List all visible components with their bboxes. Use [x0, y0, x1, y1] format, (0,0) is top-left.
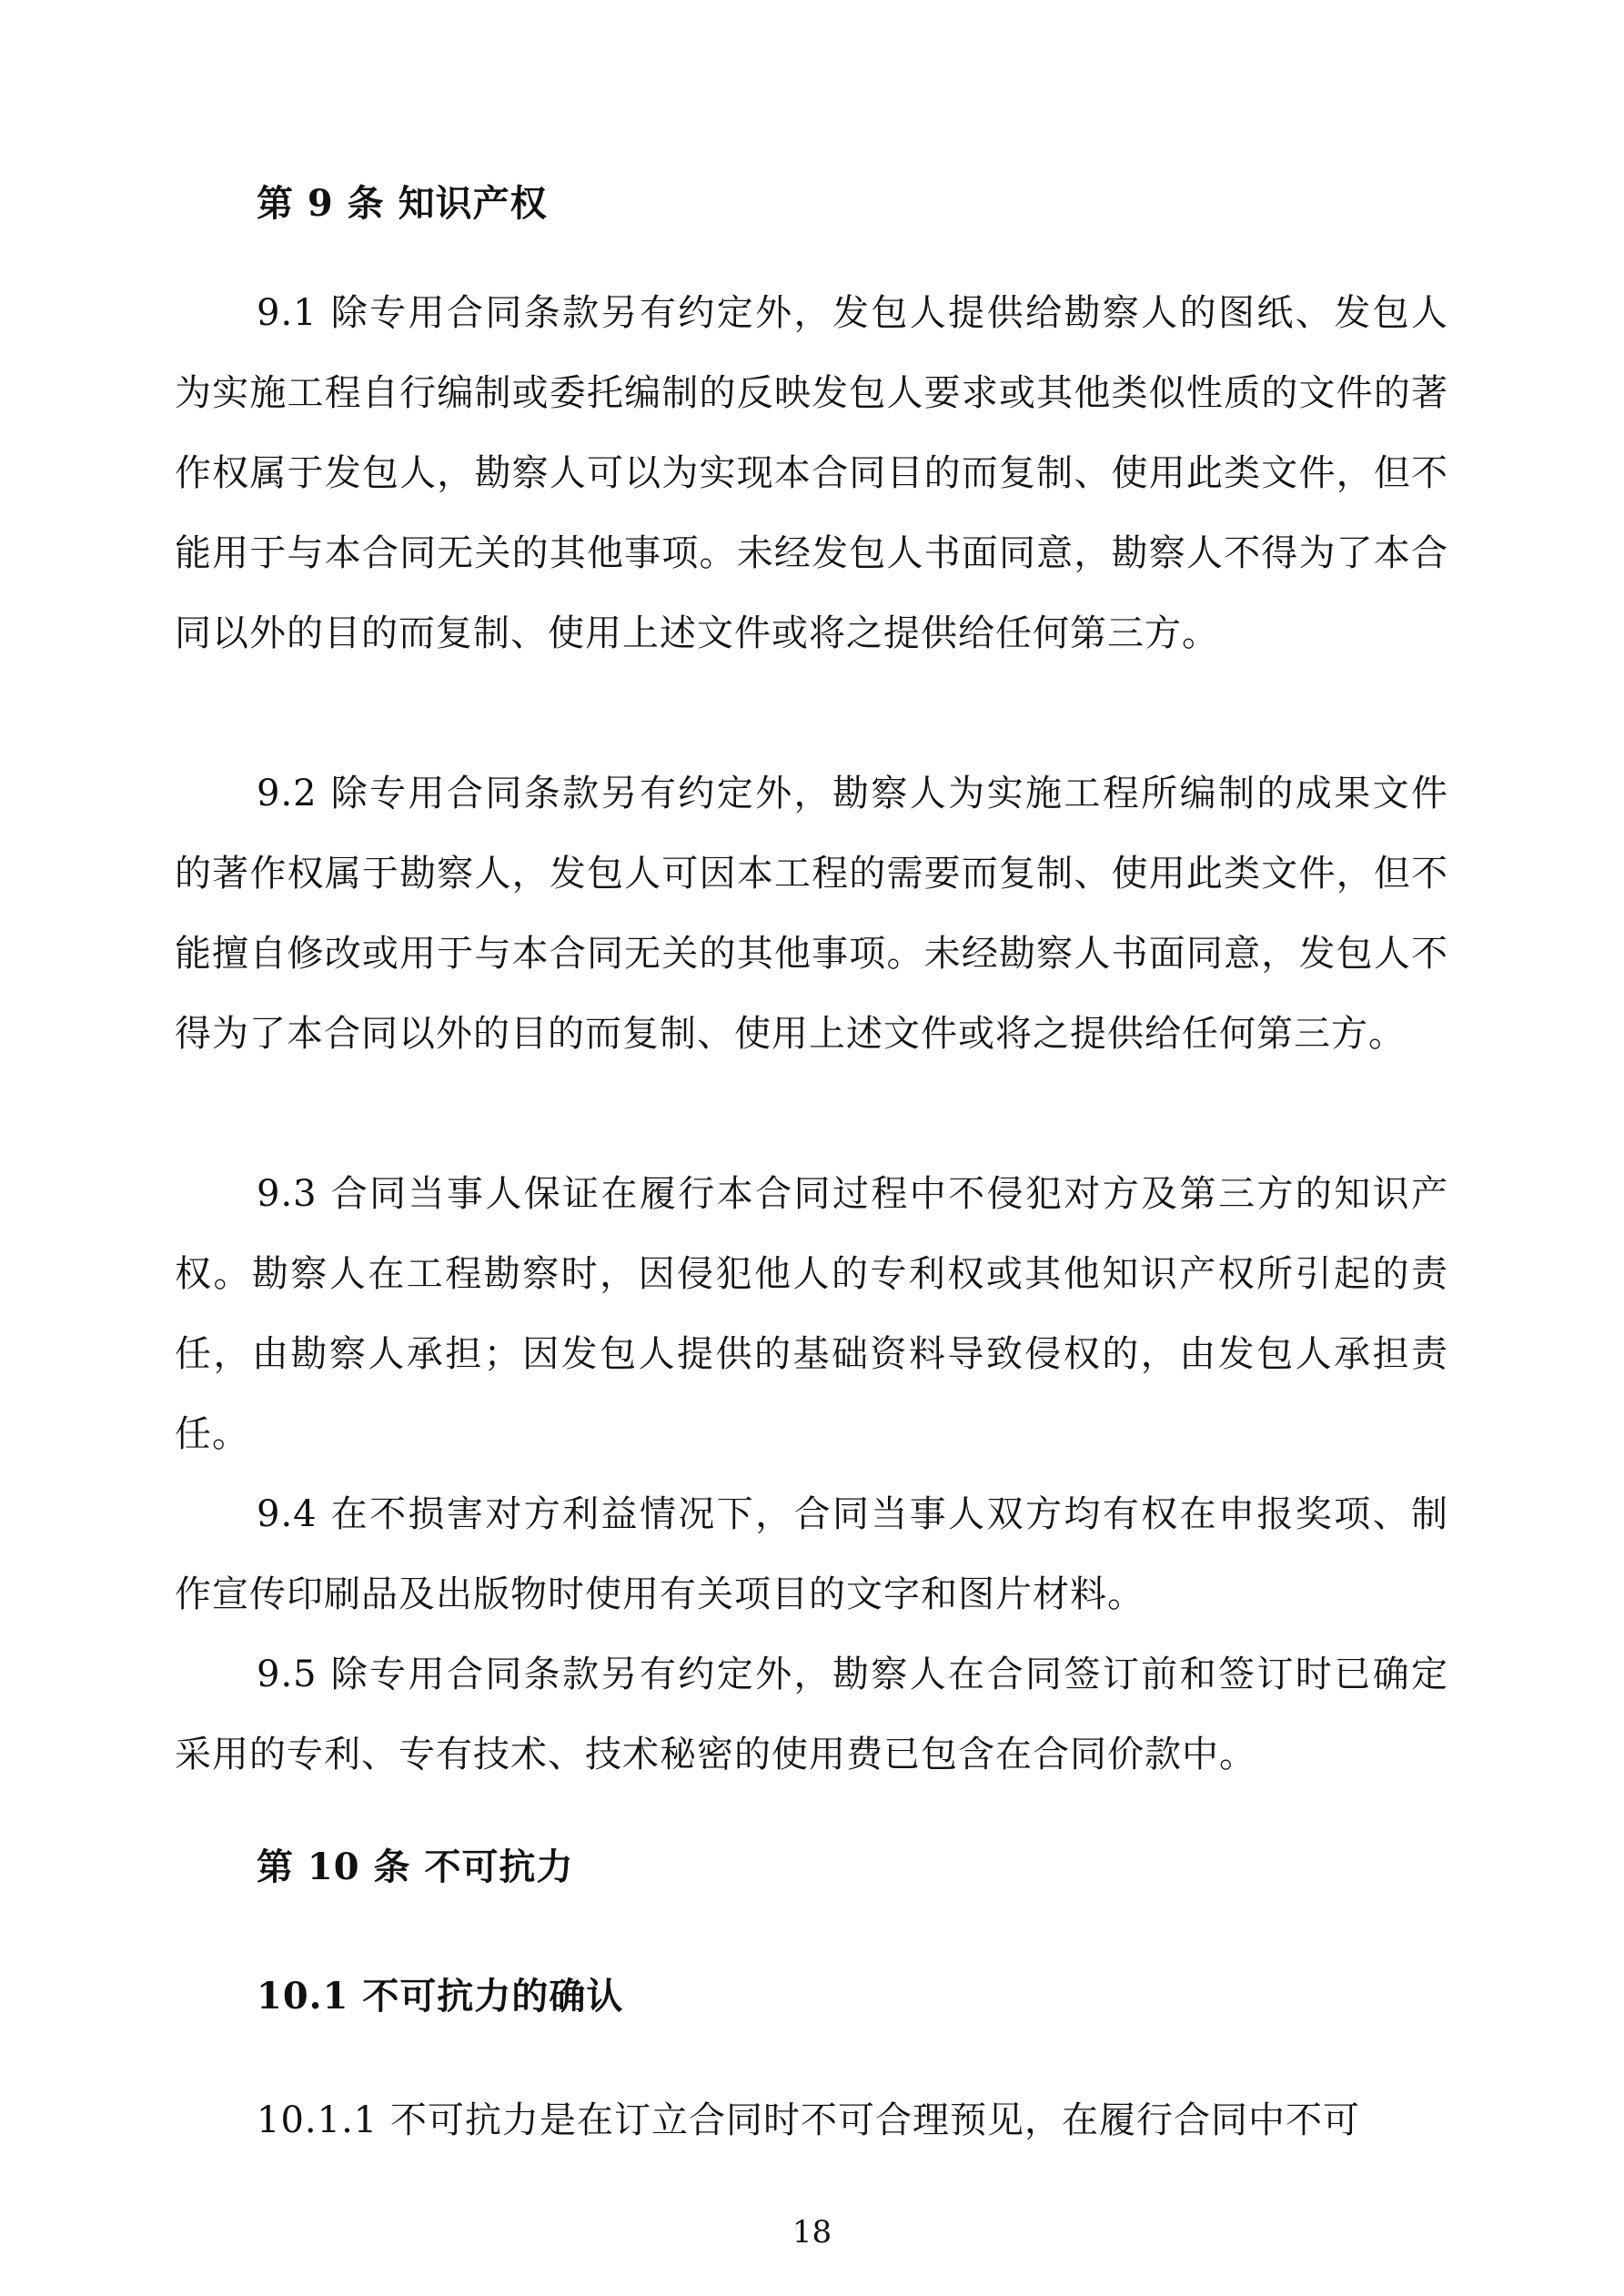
article-9-heading: 第 9 条 知识产权 — [257, 182, 548, 225]
clause-9-5: 9.5 除专用合同条款另有约定外，勘察人在合同签订前和签订时已确定采用的专利、专有技术、技术秘密的使用费已包含在合同价款中。 — [175, 1654, 1448, 1775]
clause-10-1-1: 10.1.1 不可抗力是在订立合同时不可合理预见，在履行合同中不可 — [257, 2099, 1360, 2141]
clause-9-2: 9.2 除专用合同条款另有约定外，勘察人为实施工程所编制的成果文件的著作权属于勘察人，发包人可因本工程的需要而复制、使用此类文件，但不能擅自修改或用于与本合同无关的其他事项。未经勘察人书面同意，发包人不得为了本合同以外的目的而复制、使用上述文件或将之提供给任何第三方。 — [175, 773, 1448, 1055]
clause-9-3: 9.3 合同当事人保证在履行本合同过程中不侵犯对方及第三方的知识产权。勘察人在工程勘察时，因侵犯他人的专利权或其他知识产权所引起的责任，由勘察人承担；因发包人提供的基础资料导致侵权的，由发包人承担责任。 — [175, 1173, 1448, 1455]
article-10-heading: 第 10 条 不可抗力 — [257, 1846, 574, 1888]
clause-9-1: 9.1 除专用合同条款另有约定外，发包人提供给勘察人的图纸、发包人为实施工程自行编制或委托编制的反映发包人要求或其他类似性质的文件的著作权属于发包人，勘察人可以为实现本合同目的而复制、使用此类文件，但不能用于与本合同无关的其他事项。未经发包人书面同意，勘察人不得为了本合同以外的目的而复制、使用上述文件或将之提供给任何第三方。 — [175, 292, 1448, 654]
section-10-1-heading: 10.1 不可抗力的确认 — [257, 1975, 624, 2018]
clause-9-4: 9.4 在不损害对方利益情况下，合同当事人双方均有权在申报奖项、制作宣传印刷品及出版物时使用有关项目的文字和图片材料。 — [175, 1493, 1448, 1615]
page-number: 18 — [792, 2214, 832, 2250]
